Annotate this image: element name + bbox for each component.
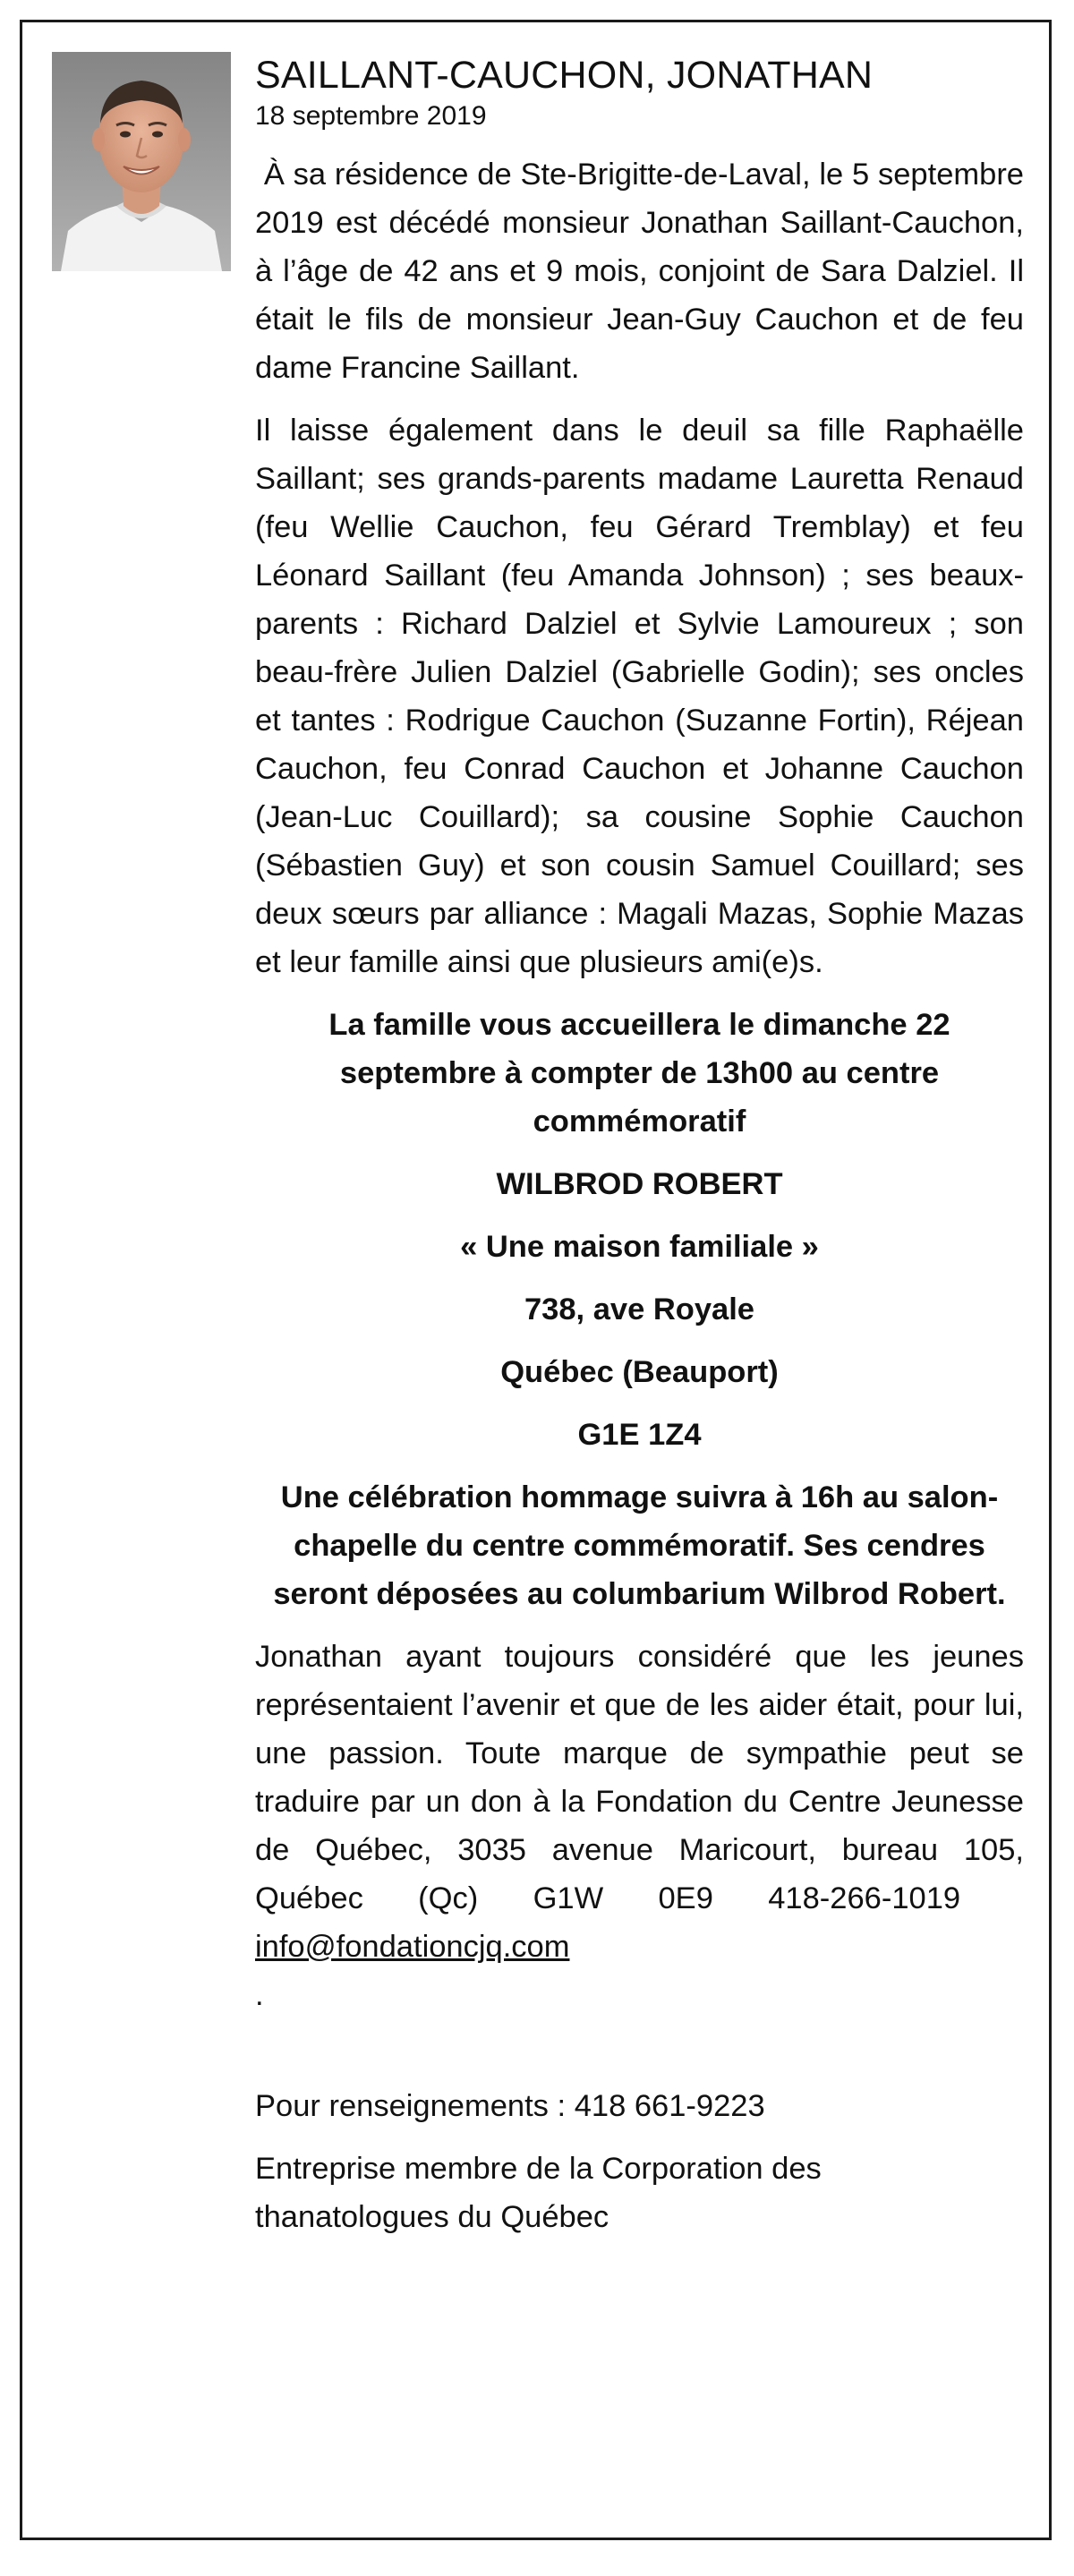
visitation-info: La famille vous accueillera le dimanche 22 septembre à compter de 13h00 au centre commémoratif xyxy=(328,1008,950,1139)
obituary-content xyxy=(255,52,1024,2256)
info-phone-line: Pour renseignements : 418 661-9223 xyxy=(255,2089,765,2123)
funeral-home-postal-code: G1E 1Z4 xyxy=(577,1418,702,1452)
member-corporation-line: Entreprise membre de la Corporation des thanatologues du Québec xyxy=(255,2152,822,2234)
donation-paragraph xyxy=(255,1633,1024,2019)
donation-email-link[interactable]: info@fondationcjq.com xyxy=(255,1930,570,1964)
donation-end-mark: . xyxy=(255,1978,264,2012)
death-announcement-text: À sa résidence de Ste-Brigitte-de-Laval, le 5 septembre 2019 est décédé monsieur Jonathan Saillant-Cauchon, à l’âge de 42 ans et 9 mois, conjoint de Sara Dalziel. Il était le fils de monsieur Jean-Guy Cauchon et de feu dame Francine Saillant. xyxy=(255,158,1024,385)
obituary-frame xyxy=(20,20,1052,2540)
funeral-home-city: Québec (Beauport) xyxy=(500,1355,779,1389)
ceremony-info: Une célébration hommage suivra à 16h au salon-chapelle du centre commémoratif. Ses cendres seront déposées au columbarium Wilbrod Robert. xyxy=(273,1480,1006,1611)
spacer xyxy=(255,2034,1024,2082)
funeral-home-tagline: « Une maison familiale » xyxy=(460,1230,819,1264)
donation-text: Jonathan ayant toujours considéré que les jeunes représentaient l’avenir et que de les aider était, pour lui, une passion. Toute marque de sympathie peut se traduire par un don à la Fondation du Centre Jeunesse de Québec, 3035 avenue Maricourt, bureau 105, Québec (Qc) G1W 0E9 418-266-1019 xyxy=(255,1640,1024,1915)
survivors-paragraph: Il laisse également dans le deuil sa fille Raphaëlle Saillant; ses grands-parents madame Lauretta Renaud (feu Wellie Cauchon, feu Gérard Tremblay) et feu Léonard Saillant (feu Amanda Johnson) ; ses beaux-parents : Richard Dalziel et Sylvie Lamoureux ; son beau-frère Julien Dalziel (Gabrielle Godin); ses oncles et tantes : Rodrigue Cauchon (Suzanne Fortin), Réjean Cauchon, feu Conrad Cauchon et Johanne Cauchon (Jean-Luc Couillard); sa cousine Sophie Cauchon (Sébastien Guy) et son cousin Samuel Couillard; ses deux sœurs par alliance : Magali Mazas, Sophie Mazas et leur famille ainsi que plusieurs ami(e)s. xyxy=(255,414,1024,979)
portrait-photo-icon xyxy=(52,52,231,271)
funeral-home-address: 738, ave Royale xyxy=(524,1292,754,1326)
death-announcement-paragraph xyxy=(255,150,1024,392)
deceased-name: SAILLANT-CAUCHON, JONATHAN xyxy=(255,54,874,97)
publication-date: 18 septembre 2019 xyxy=(255,101,487,131)
funeral-home-name: WILBROD ROBERT xyxy=(496,1167,783,1201)
